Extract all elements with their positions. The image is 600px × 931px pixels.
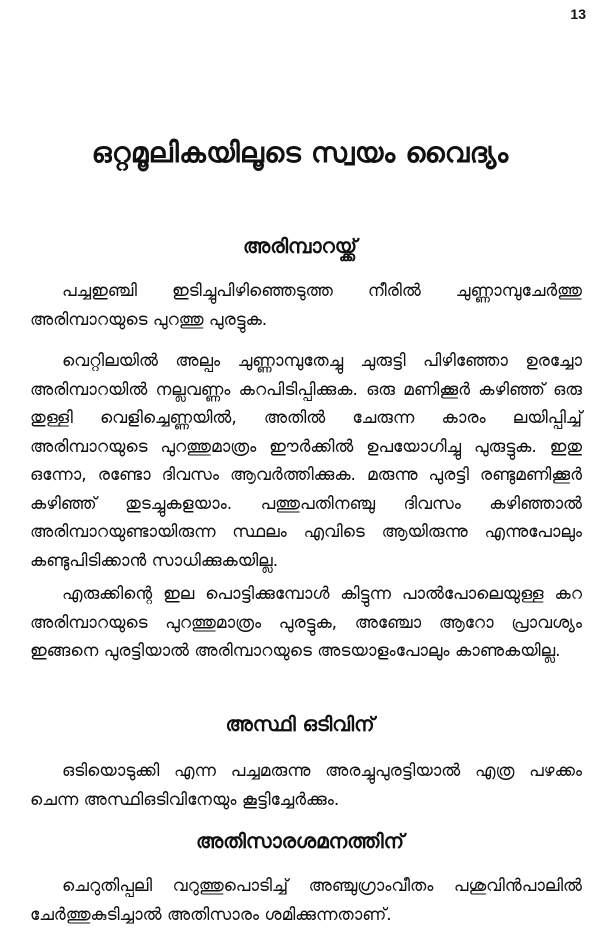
section-heading-fracture: അസ്ഥി ഒടിവിന് — [225, 712, 375, 736]
chapter-title: ഒറ്റമൂലികയിലൂടെ സ്വയം വൈദ്യം — [91, 136, 509, 169]
paragraph-fracture-1: ഒടിയൊടുക്കി എന്ന പച്ചമരുന്നു അരച്ചുപുരട്ടിയാൽ എത്ര പഴക്കം ചെന്ന അസ്ഥിഒടിവിനേയും കൂട്ടിച്ചേർക്കും. — [30, 761, 582, 810]
page-number: 13 — [570, 6, 586, 22]
section-heading-diarrhea: അതിസാരശമനത്തിന് — [196, 829, 404, 853]
paragraph-diarrhea-1: ചെറുതിപ്പലി വറുത്തുപൊടിച്ച് അഞ്ചുഗ്രാംവീതം പശുവിൻപാലിൽ ചേർത്തുകുടിച്ചാൽ അതിസാരം ശമിക്കുന്നതാണ്. — [30, 876, 582, 925]
paragraph-warts-3: എരുക്കിന്റെ ഇല പൊട്ടിക്കുമ്പോൾ കിട്ടുന്ന പാൽപോലെയുള്ള കറ അരിമ്പാറയുടെ പുറത്തുമാത്രം പുരട്ടുക, അഞ്ചോ ആറോ പ്രാവശ്യം ഇങ്ങനെ പുരട്ടിയാൽ അരിമ്പാറയുടെ അടയാളംപോലും കാണുകയില്ല. — [30, 584, 582, 661]
paragraph-warts-2: വെറ്റിലയിൽ അല്പം ചുണ്ണാമ്പുതേച്ചു ചുരുട്ടി പിഴിഞ്ഞോ ഉരച്ചോ അരിമ്പാറയിൽ നല്ലവണ്ണം കറപിടിപ്പിക്കുക. ഒരു മണിക്കൂർ കഴിഞ്ഞ് ഒരു തുള്ളി വെളിച്ചെണ്ണയിൽ, അതിൽ ചേരുന്ന കാരം ലയിപ്പിച്ച് അരിമ്പാറയുടെ പുറത്തുമാത്രം ഈർക്കിൽ ഉപയോഗിച്ചു പുരുട്ടുക. ഇതു ഒന്നോ, രണ്ടോ ദിവസം ആവർത്തിക്കുക. മരുന്നു പുരട്ടി രണ്ടുമണിക്കൂർ കഴിഞ്ഞ് തുടച്ചുകളയാം. പത്തുപതിനഞ്ചു ദിവസം കഴിഞ്ഞാൽ അരിമ്പാറയുണ്ടായിരുന്ന സ്ഥലം എവിടെ ആയിരുന്നു എന്നുപോലും കണ്ടുപിടിക്കാൻ സാധിക്കുകയില്ല. — [30, 351, 582, 571]
paragraph-warts-1: പച്ചഇഞ്ചി ഇടിച്ചുപിഴിഞ്ഞെടുത്ത നീരിൽ ചുണ്ണാമ്പുചേർത്തു അരിമ്പാറയുടെ പുറത്തു പുരട്ടുക. — [30, 281, 582, 330]
section-heading-warts: അരിമ്പാറയ്ക്ക് — [243, 234, 357, 258]
